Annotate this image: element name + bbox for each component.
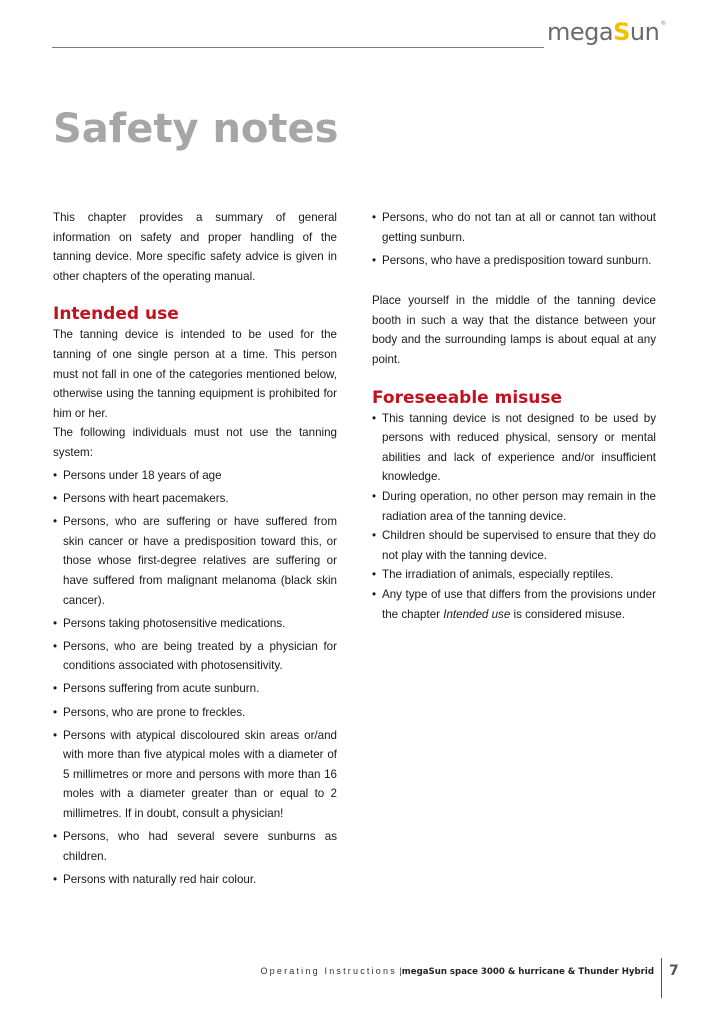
footer-label: Operating Instructions [260,966,397,976]
list-item: • Persons, who had several severe sunburns as children. [53,827,337,866]
prohibited-persons-list-continued [372,208,656,270]
foreseeable-misuse-heading: Foreseeable misuse [372,387,563,408]
prohibited-persons-list [53,466,337,889]
right-column [372,208,656,624]
list-item: • Persons, who have a predisposition toward sunburn. [372,251,656,271]
logo-suffix: un [629,18,660,46]
list-item: • Persons under 18 years of age [53,466,337,486]
page-title: Safety notes [53,106,339,152]
footer-product: megaSun space 3000 & hurricane & Thunder Hybrid [401,967,654,977]
footer-text [260,966,654,977]
footer-divider [661,958,662,998]
misuse-text: Any type of use that differs from the provisions under the chapter [382,588,656,621]
list-item: • Persons, who are being treated by a physician for conditions associated with photosensitivity. [53,637,337,676]
intended-use-reference: Intended use [443,607,511,621]
header-rule [52,47,544,48]
page-number: 7 [669,963,679,979]
list-item: • The irradiation of animals, especially reptiles. [372,565,656,585]
intended-use-heading: Intended use [53,304,179,325]
list-item: • This tanning device is not designed to be used by persons with reduced physical, sensory or mental abilities and lack of experience and/or insufficient knowledge. [372,409,656,487]
logo-prefix: mega [547,18,614,46]
list-item: • Persons with atypical discoloured skin areas or/and with more than five atypical moles with a diameter of 5 millimetres or more and persons with more than 16 moles with a diameter greater than or equal to 2 millimetres. If in doubt, consult a physician! [53,726,337,824]
intro-paragraph: This chapter provides a summary of general information on safety and proper handling of the tanning device. More specific safety advice is given in other chapters of the operating manual. [53,211,337,283]
megasun-logo [547,18,666,46]
registered-mark: ® [660,20,666,27]
list-item: • Persons, who are suffering or have suffered from skin cancer or have a predisposition toward this, or those whose first-degree relatives are suffering or have suffered from malignant melanoma (black skin cancer). [53,512,337,610]
list-item: • Children should be supervised to ensure that they do not play with the tanning device. [372,526,656,565]
left-column [53,208,337,889]
footer-separator: | [399,966,402,976]
misuse-text-end: is considered misuse. [510,607,625,621]
placement-paragraph: Place yourself in the middle of the tanning device booth in such a way that the distance between your body and the surrounding lamps is about equal at any point. [372,294,656,367]
list-item: • Persons taking photosensitive medications. [53,614,337,634]
list-item: • Persons, who do not tan at all or cannot tan without getting sunburn. [372,208,656,247]
list-item: • During operation, no other person may remain in the radiation area of the tanning device. [372,487,656,526]
list-item [372,585,656,624]
list-item: • Persons, who are prone to freckles. [53,703,337,723]
list-item: • Persons with naturally red hair colour. [53,870,337,890]
logo-s: S [613,18,630,46]
intended-use-paragraph: The tanning device is intended to be used for the tanning of one single person at a time. This person must not fall in one of the categories mentioned below, otherwise using the tanning equipment is prohibited for him or her. [53,328,337,420]
misuse-list [372,409,656,625]
list-item: • Persons with heart pacemakers. [53,489,337,509]
list-item: • Persons suffering from acute sunburn. [53,679,337,699]
following-individuals-paragraph: The following individuals must not use the tanning system: [53,426,337,459]
